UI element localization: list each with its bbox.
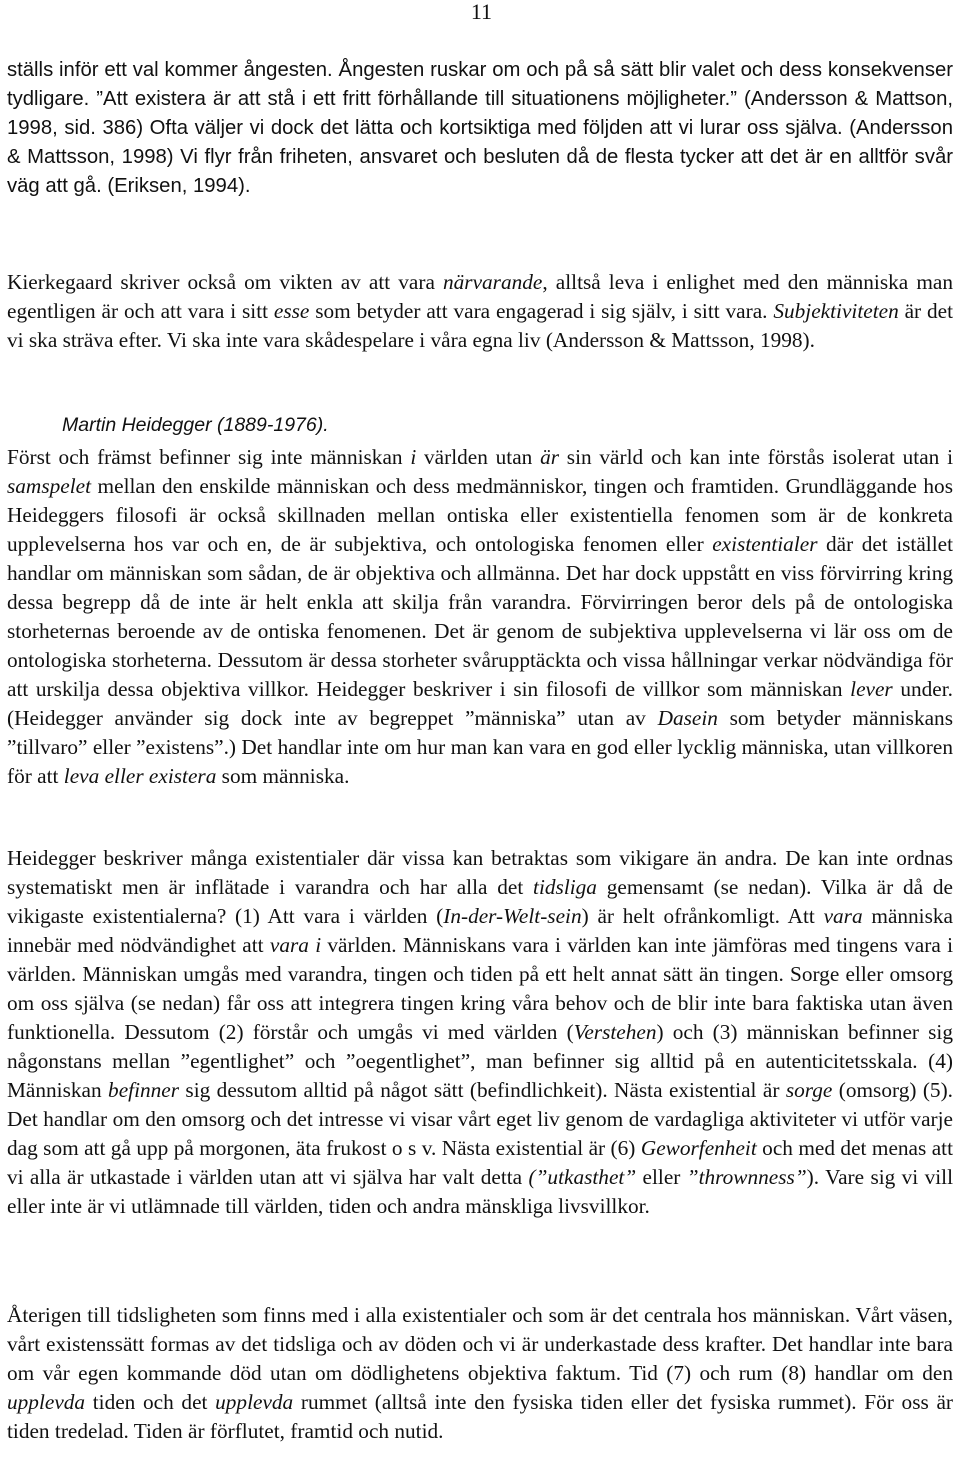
emphasis: esse xyxy=(273,299,310,323)
emphasis: vara xyxy=(823,904,863,928)
emphasis: Dasein xyxy=(657,706,718,730)
emphasis: Geworfenheit xyxy=(640,1136,757,1160)
text-span: och med det menas att vi alla är utkastade i världen utan att vi själva har valt detta xyxy=(7,1136,953,1189)
intro-paragraph: ställs inför ett val kommer ångesten. Ångesten ruskar om och på så sätt blir valet och dess konsekvenser tydligare. ”Att existera är att stå i ett fritt förhållande till situationens möjligheter.” (Andersson & Mattson, 1998, sid. 386) Ofta väljer vi dock det lätta och kortsiktiga med följden att vi lurar oss själva. (Andersson & Mattsson, 1998) Vi flyr från friheten, ansvaret och besluten då de flesta tycker att det är en alltför svår väg att gå. (Eriksen, 1994). xyxy=(7,59,953,197)
text-span: ). Vare sig vi vill eller inte är vi utlämnade till världen, tiden och andra mänskliga livsvillkor. xyxy=(7,1165,953,1218)
heidegger-paragraph-1 xyxy=(7,443,953,791)
emphasis: In-der-Welt-sein xyxy=(443,904,582,928)
emphasis: befinner xyxy=(108,1078,180,1102)
text-span: sig dessutom alltid på något sätt (befindlichkeit). Nästa existential är xyxy=(179,1078,786,1102)
emphasis: Verstehen xyxy=(573,1020,657,1044)
text-span: mellan den enskilde människan och dess medmänniskor, tingen och framtiden. Grundläggande hos Heideggers filosofi är också skillnaden mellan ontiska eller existentiella fenomen som är de konkreta upplevelserna hos var och en, de är subjektiva, och ontologiska fenomen eller xyxy=(7,474,953,556)
text-span: (omsorg) (5). Det handlar om den omsorg och det intresse vi visar vårt eget liv genom de vardagliga aktiviteter vi utför varje dag som att gå upp på morgonen, äta frukost o s v. Nästa existential är (6) xyxy=(7,1078,953,1160)
text-span: som människa. xyxy=(216,764,350,788)
emphasis: existentialer xyxy=(712,532,818,556)
text-span: Först och främst befinner sig inte människan xyxy=(7,445,411,469)
text-span: Kierkegaard skriver också om vikten av att vara xyxy=(7,270,443,294)
section-heading: Martin Heidegger (1889-1976). xyxy=(62,414,329,436)
emphasis: upplevda xyxy=(7,1390,86,1414)
text-span: människa innebär med nödvändighet att xyxy=(7,904,953,957)
text-span: , alltså leva i enlighet med den människa man egentligen är och att vara i sitt xyxy=(7,270,953,323)
text-span: världen utan xyxy=(416,445,541,469)
emphasis: tidsliga xyxy=(533,875,597,899)
text-span: som betyder att vara engagerad i sig själv, i sitt vara. xyxy=(309,299,774,323)
emphasis: sorge xyxy=(785,1078,833,1102)
text-span: som betyder människans ”tillvaro” eller ”existens”.) Det handlar inte om hur man kan vara en god eller lycklig människa, utan villkoren för att xyxy=(7,706,953,788)
text-span: Heidegger beskriver många existentialer där vissa kan betraktas som vikigare än andra. De kan inte ordnas systematiskt men är inflätade i varandra och har alla det xyxy=(7,846,953,899)
emphasis: leva eller existera xyxy=(63,764,217,788)
text-span: ) och (3) människan befinner sig någonstans mellan ”egentlighet” och ”oegentlighet”, man befinner sig alltid på en autenticitetsskala. (4) Människan xyxy=(7,1020,953,1102)
emphasis: ”thrownness” xyxy=(686,1165,807,1189)
text-span: under. (Heidegger använder sig dock inte av begreppet ”människa” utan av xyxy=(7,677,954,730)
text-span: där det istället handlar om människan som sådan, de är objektiva och allmänna. Det har dock uppstått en viss förvirring kring dessa begrepp då de inte är helt enkla att skilja från varandra. Förvirringen beror dels på de ontologiska storheternas beroende av de ontiska fenomenen. Det är genom de subjektiva upplevelserna vi lär oss om de ontologiska storheterna. Dessutom är dessa storheter svårupptäckta och vissa hållningar verkar nödvändiga för att urskilja dessa objektiva villkor. Heidegger beskriver i sin filosofi de villkor som människan xyxy=(7,532,953,701)
text-span: är det vi ska sträva efter. Vi ska inte vara skådespelare i våra egna liv (Andersson & Mattsson, 1998). xyxy=(7,299,953,352)
emphasis: upplevda xyxy=(215,1390,294,1414)
text-span: världen. Människans vara i världen kan inte jämföras med tingens vara i världen. Människan umgås med varandra, tingen och tiden på ett helt annat sätt än tingen. Sorge eller omsorg om oss själva (se nedan) får oss att integrera tingen kring våra behov och de blir inte bara faktiska utan även funktionella. Dessutom (2) förstår och umgås vi med världen ( xyxy=(7,933,953,1044)
emphasis: lever xyxy=(850,677,893,701)
text-span: tiden och det xyxy=(85,1390,216,1414)
emphasis: samspelet xyxy=(7,474,91,498)
emphasis: i xyxy=(410,445,417,469)
emphasis: Subjektiviteten xyxy=(773,299,899,323)
emphasis: är xyxy=(540,445,560,469)
text-span: ) är helt ofrånkomligt. Att xyxy=(581,904,824,928)
text-span: gemensamt (se nedan). Vilka är då de vikigaste existentialerna? (1) Att vara i världen ( xyxy=(7,875,953,928)
kierkegaard-paragraph xyxy=(7,268,953,355)
page-number: 11 xyxy=(470,0,492,24)
text-span: Återigen till tidsligheten som finns med i alla existentialer och som är det centrala hos människan. Vårt väsen, vårt existenssätt formas av det tidsliga och av döden och vi är underkastade dess krafter. Det handlar inte bara om vår egen kommande död utan om dödlighetens objektiva faktum. Tid (7) och rum (8) handlar om den xyxy=(7,1303,953,1385)
text-span: rummet (alltså inte den fysiska tiden eller det fysiska rummet). För oss är tiden tredelad. Tiden är förflutet, framtid och nutid. xyxy=(7,1390,953,1443)
text-span: sin värld och kan inte förstås isolerat utan i xyxy=(559,445,953,469)
text-span: eller xyxy=(636,1165,687,1189)
heidegger-paragraph-2 xyxy=(7,844,953,1221)
emphasis: (”utkasthet” xyxy=(528,1165,637,1189)
emphasis: vara i xyxy=(269,933,322,957)
heidegger-paragraph-3 xyxy=(7,1301,953,1446)
emphasis: närvarande xyxy=(443,270,543,294)
